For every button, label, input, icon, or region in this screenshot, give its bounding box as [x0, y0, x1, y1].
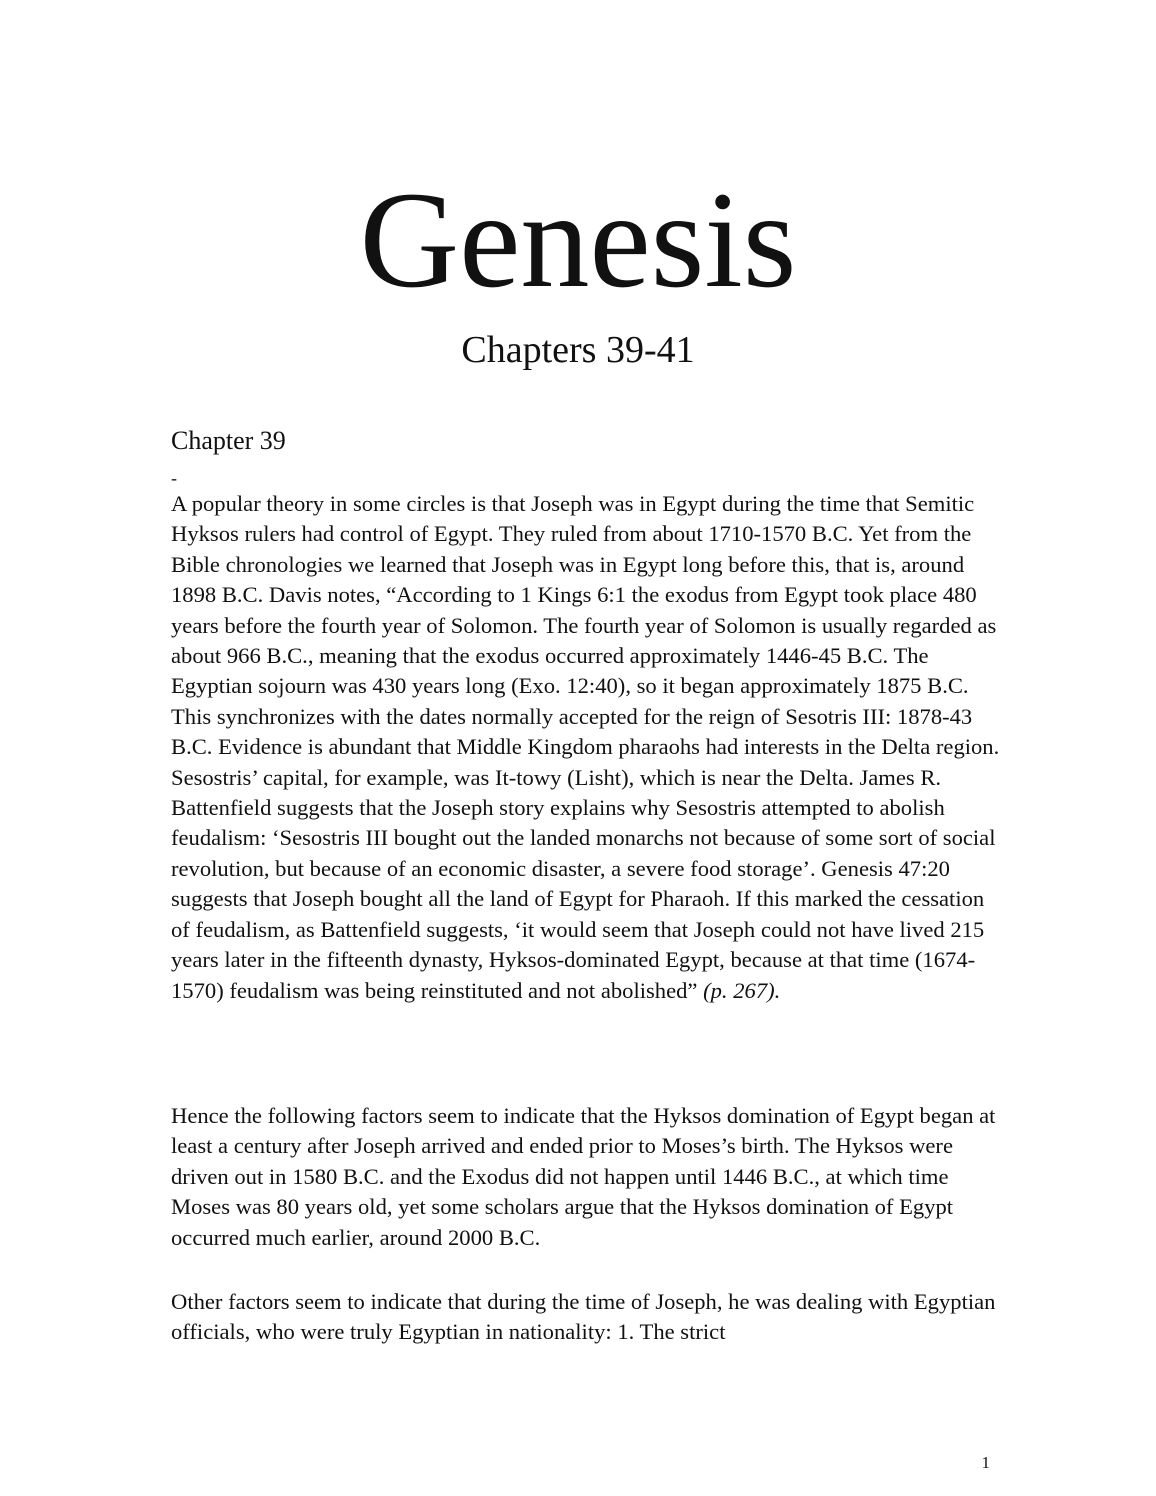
- dash-marker: -: [171, 468, 177, 488]
- paragraph-1: [171, 489, 1001, 1006]
- chapter-heading: Chapter 39: [171, 426, 286, 455]
- paragraph-3: Other factors seem to indicate that during the time of Joseph, he was dealing with Egyptian officials, who were truly Egyptian in nationality: 1. The strict: [171, 1289, 996, 1345]
- paragraph-2: Hence the following factors seem to indicate that the Hyksos domination of Egypt began at least a century after Joseph arrived and ended prior to Moses’s birth. The Hyksos were driven out in 1580 B.C. and the Exodus did not happen until 1446 B.C., at which time Moses was 80 years old, yet some scholars argue that the Hyksos domination of Egypt occurred much earlier, around 2000 B.C.: [171, 1103, 996, 1250]
- page-number: 1: [981, 1453, 990, 1472]
- document-title: Genesis: [359, 163, 797, 316]
- paragraph-1-citation: (p. 267).: [703, 977, 781, 1003]
- paragraph-1-text: A popular theory in some circles is that Joseph was in Egypt during the time that Semitic Hyksos rulers had control of Egypt. They ruled from about 1710-1570 B.C. Yet from the Bible chronologies we learned that Joseph was in Egypt long before this, that is, around 1898 B.C. Davis notes, “According to 1 Kings 6:1 the exodus from Egypt took place 480 years before the fourth year of Solomon. The fourth year of Solomon is usually regarded as about 966 B.C., meaning that the exodus occurred approximately 1446-45 B.C. The Egyptian sojourn was 430 years long (Exo. 12:40), so it began approximately 1875 B.C. This synchronizes with the dates normally accepted for the reign of Sesotris III: 1878-43 B.C. Evidence is abundant that Middle Kingdom pharaohs had interests in the Delta region. Sesostris’ capital, for example, was It-towy (Lisht), which is near the Delta. James R. Battenfield suggests that the Joseph story explains why Sesostris attempted to abolish feudalism: ‘Sesostris III bought out the landed monarchs not because of some sort of social revolution, but because of an economic disaster, a severe food storage’. Genesis 47:20 suggests that Joseph bought all the land of Egypt for Pharaoh. If this marked the cessation of feudalism, as Battenfield suggests, ‘it would seem that Joseph could not have lived 215 years later in the fifteenth dynasty, Hyksos-dominated Egypt, because at that time (1674-1570) feudalism was being reinstituted and not abolished”: [171, 491, 1000, 1003]
- document-subtitle: Chapters 39-41: [461, 329, 695, 371]
